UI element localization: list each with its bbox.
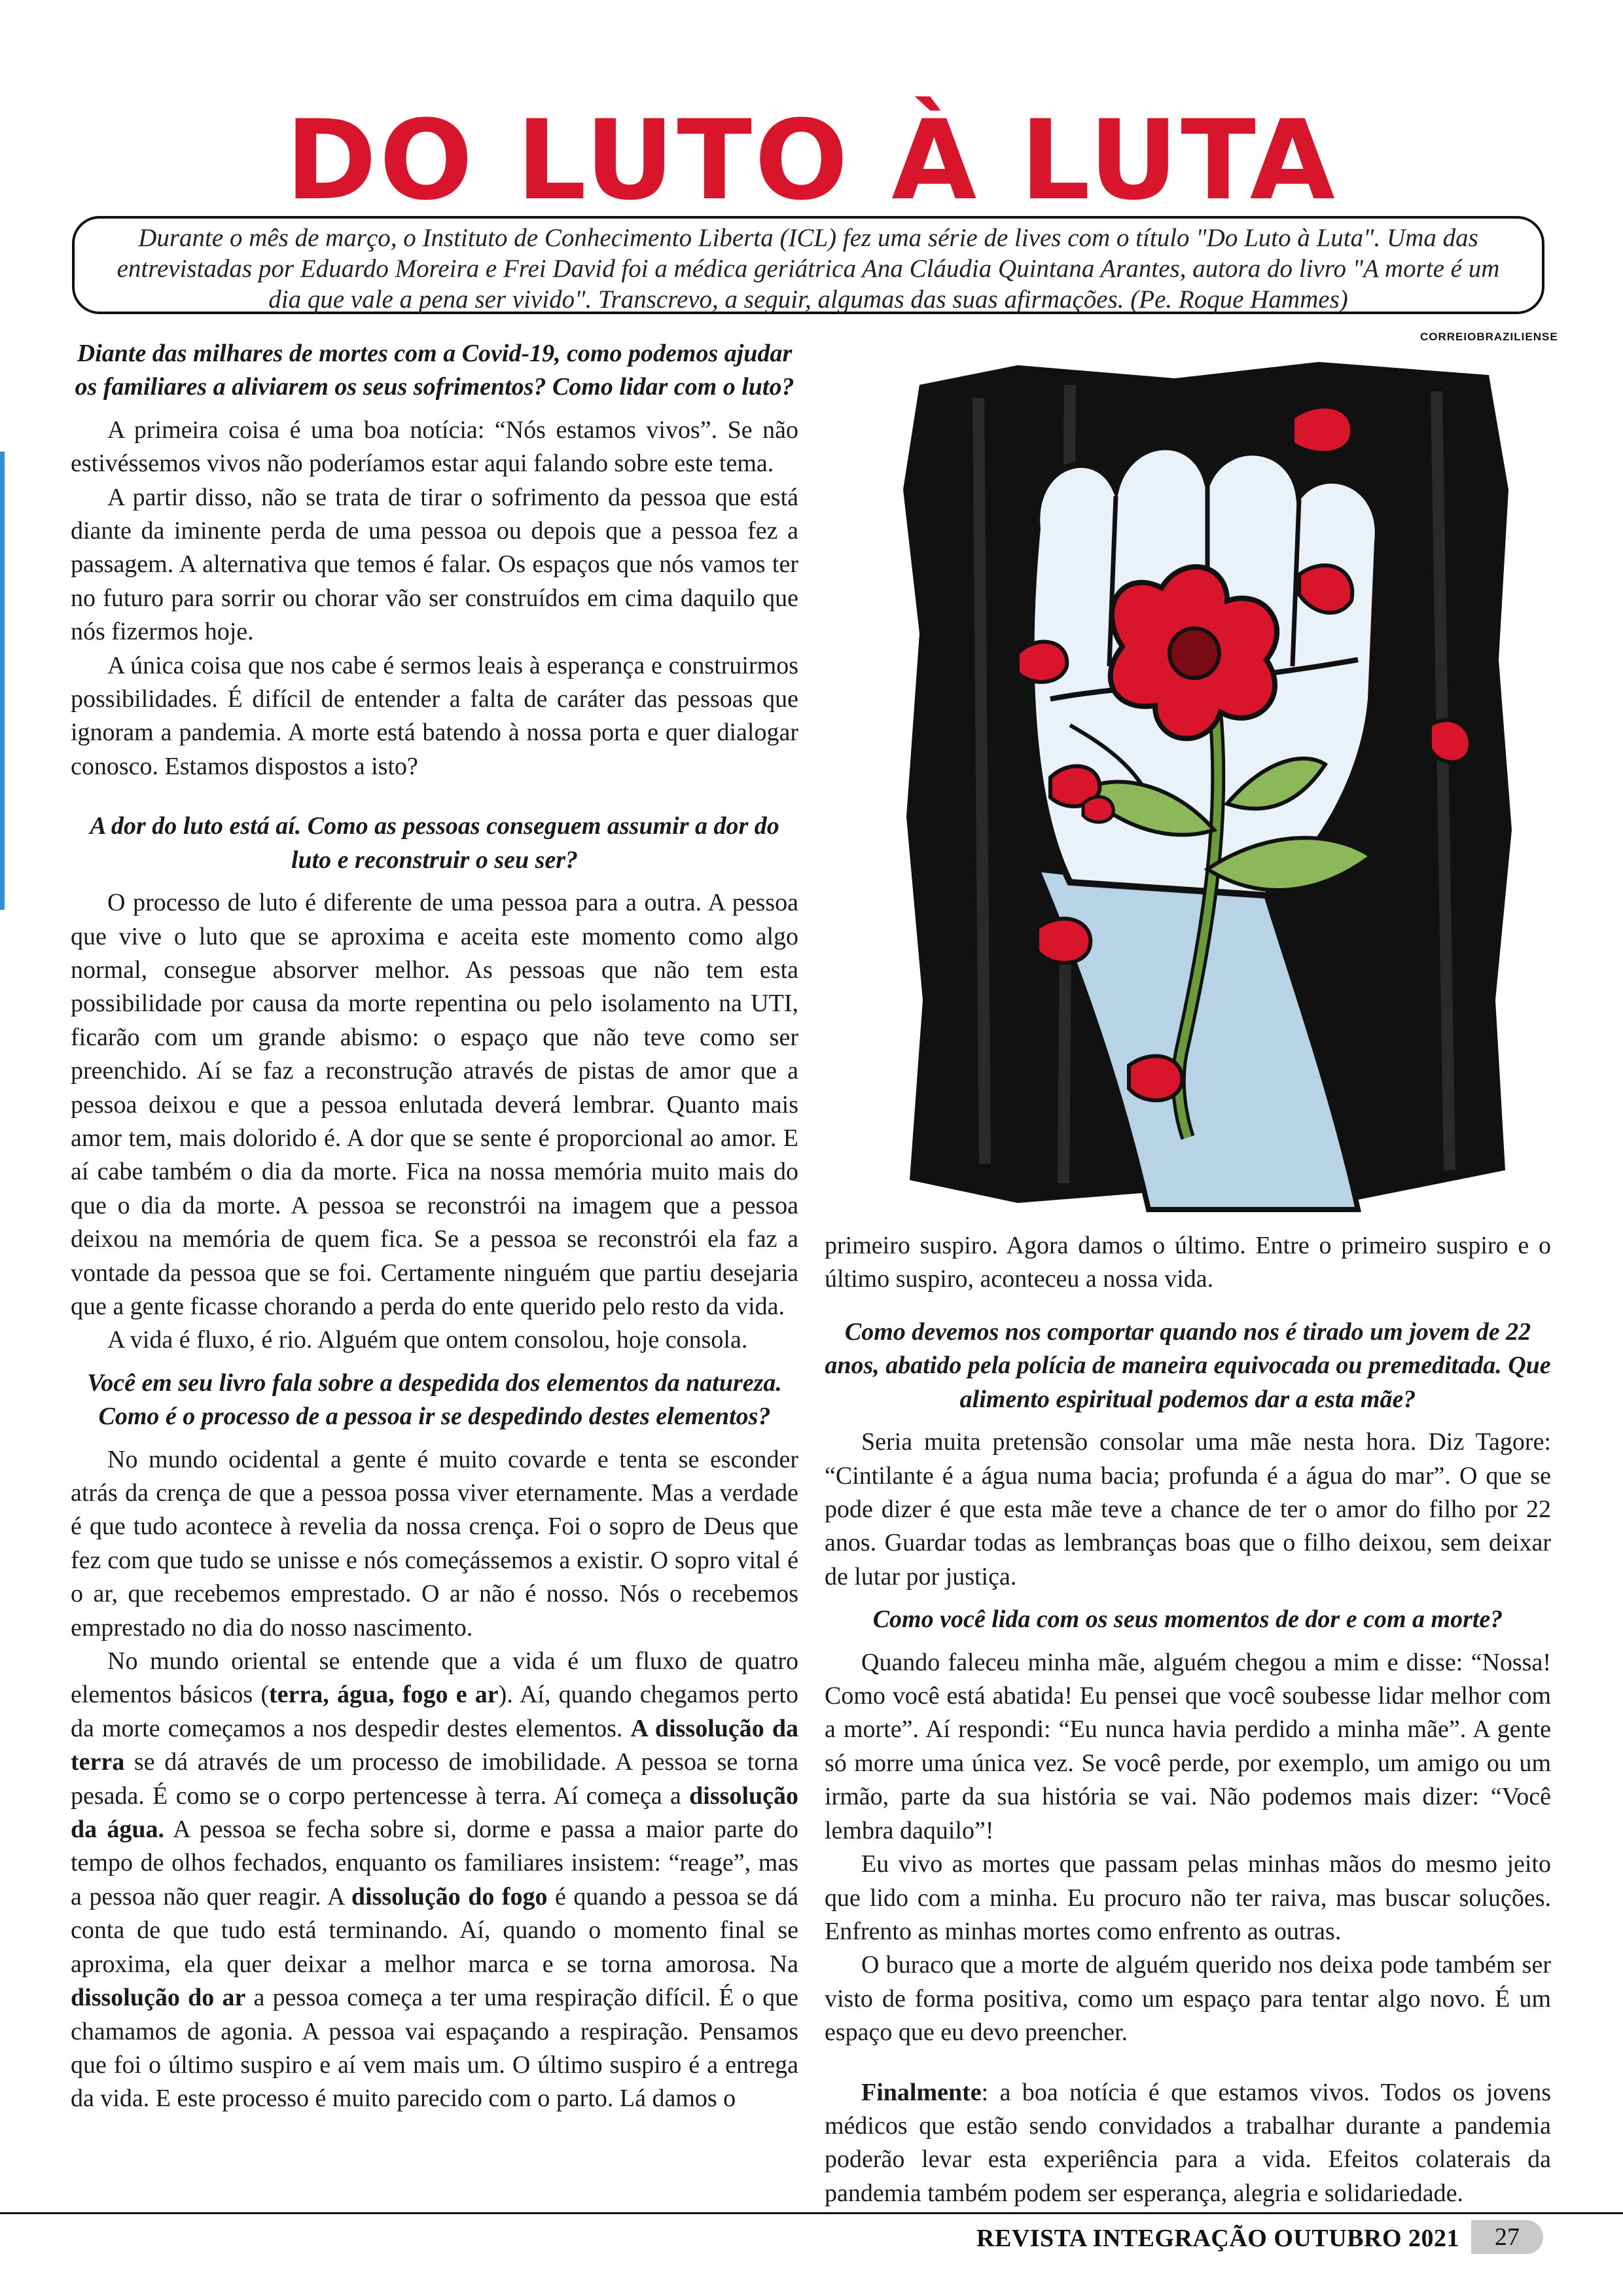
paragraph: A primeira coisa é uma boa notícia: “Nós estamos vivos”. Se não estivéssemos vivos não poderíamos estar aqui falando sobre este tema. [71, 416, 798, 478]
question-heading: Diante das milhares de mortes com a Covid-19, como podemos ajudar os familiares a aliviarem os seus sofrimentos? Como lidar com o luto? [75, 340, 794, 401]
magazine-footer: REVISTA INTEGRAÇÃO OUTUBRO 2021 [976, 2225, 1459, 2252]
paragraph: A partir disso, não se trata de tirar o sofrimento da pessoa que está diante da iminente perda de uma pessoa ou depois que a pessoa fez a passagem. A alternativa que temos é falar. Os espaços que nós vamos ter no futuro para sorrir ou chorar vão ser construídos em cima daquilo que nós fizermos hoje. [71, 483, 798, 646]
petal [1293, 406, 1352, 453]
paragraph-elements: No mundo oriental se entende que a vida é um fluxo de quatro elementos básicos (terra, água, fogo e ar). Aí, quando chegamos perto da morte começamos a nos despedir destes elementos. A dissolução da terra se dá através de um processo de imobilidade. A pessoa se torna pesada. É como se o corpo pertencesse à terra. Aí começa a dissolução da água. A pessoa se fecha sobre si, dorme e passa a maior parte do tempo de olhos fechados, enquanto os familiares insistem: “reage”, mas a pessoa não quer reagir. A dissolução do fogo é quando a pessoa se dá conta de que tudo está terminando. Aí, quando o momento final se aproxima, ela quer deixar a melhor marca e se torna amorosa. Na dissolução do ar a pessoa começa a ter uma respiração difícil. É o que chamamos de agonia. A pessoa vai espaçando a respiração. Pensamos que foi o último suspiro e aí vem mais um. O último suspiro é a entrega da vida. E este processo é muito parecido com o parto. Lá damos o [71, 1647, 798, 2113]
bold-text: terra, água, fogo e ar [269, 1681, 499, 1709]
question-heading: Como você lida com os seus momentos de dor e com a morte? [872, 1605, 1503, 1634]
left-column [71, 337, 798, 2202]
footer-rule [0, 2212, 1623, 2214]
page-title: DO LUTO À LUTA [285, 96, 1338, 224]
paragraph-final: Finalmente: a boa notícia é que estamos vivos. Todos os jovens médicos que estão sendo convidados a trabalhar durante a pandemia poderão levar esta experiência para a vida. Efeitos colaterais da pandemia também podem ser esperança, alegria e solidariedade. [825, 2078, 1551, 2207]
question-heading: Você em seu livro fala sobre a despedida dos elementos da natureza. Como é o processo de a pessoa ir se despedindo destes elementos? [87, 1369, 782, 1431]
petal [1299, 565, 1352, 613]
page-number: 27 [1471, 2220, 1543, 2254]
bold-text: A dissolução da terra [71, 1714, 798, 1776]
right-column [825, 1316, 1551, 2207]
paragraph-continuation: primeiro suspiro. Agora damos o último. Entre o primeiro suspiro e o último suspiro, aconteceu a nossa vida. [825, 1232, 1551, 1293]
paragraph: A vida é fluxo, é rio. Alguém que ontem consolou, hoje consola. [107, 1326, 748, 1354]
petal [1083, 797, 1113, 822]
paragraph: Quando faleceu minha mãe, alguém chegou a mim e disse: “Nossa! Como você está abatida! Eu pensei que você soubesse lidar melhor com a morte”. Aí respondi: “Eu nunca havia perdido a minha mãe”. A gente só morre uma única vez. Se você perde, por exemplo, um amigo ou um irmão, parte da sua história se vai. Não podemos mais dizer: “Você lembra daquilo”! [825, 1648, 1551, 1844]
paragraph: A única coisa que nos cabe é sermos leais à esperança e construirmos possibilidades. É difícil de entender a falta de caráter das pessoas que ignoram a pandemia. A morte está batendo à nossa porta e quer dialogar conosco. Estamos dispostos a isto? [71, 651, 798, 780]
petal [1129, 1056, 1182, 1101]
bold-text: dissolução da água. [71, 1782, 798, 1844]
bold-text: Finalmente [861, 2078, 982, 2106]
right-column-top [825, 1229, 1551, 1301]
fist-flower-illustration [900, 359, 1515, 1210]
petal [1430, 720, 1471, 762]
paragraph: O buraco que a morte de alguém querido nos deixa pode também ser visto de forma positiva, como um espaço para tentar algo novo. É um espaço que eu devo preencher. [825, 1951, 1551, 2047]
intro-box: Durante o mês de março, o Instituto de Conhecimento Liberta (ICL) fez uma série de lives com o título "Do Luto à Luta". Uma das entrevistadas por Eduardo Moreira e Frei David foi a médica geriátrica Ana Cláudia Quintana Arantes, autora do livro "A morte é um dia que vale a pena ser vivido". Transcrevo, a seguir, algumas das suas afirmações. (Pe. Roque Hammes) [72, 216, 1544, 314]
margin-marker [0, 452, 5, 910]
bold-text: dissolução do ar [71, 1984, 246, 2012]
question-heading: A dor do luto está aí. Como as pessoas conseguem assumir a dor do luto e reconstruir o seu ser? [90, 812, 779, 874]
paragraph: Eu vivo as mortes que passam pelas minhas mãos do mesmo jeito que lido com a minha. Eu procuro não ter raiva, mas buscar soluções. Enfrento as minhas mortes como enfrento as outras. [825, 1850, 1551, 1945]
question-heading: Como devemos nos comportar quando nos é tirado um jovem de 22 anos, abatido pela polícia de maneira equivocada ou premeditada. Que alimento espiritual podemos dar a esta mãe? [825, 1318, 1551, 1413]
petal [1018, 642, 1067, 682]
petal [1037, 919, 1090, 963]
paragraph: No mundo ocidental a gente é muito covarde e tenta se esconder atrás da crença de que a pessoa possa viver eternamente. Mas a verdade é que tudo acontece à revelia da nossa crença. Foi o sopro de Deus que fez com que tudo se unisse e nós começássemos a existir. O sopro vital é o ar, que recebemos emprestado. O ar não é nosso. Nós o recebemos emprestado no dia do nosso nascimento. [71, 1445, 798, 1641]
image-credit: CORREIOBRAZILIENSE [1420, 331, 1558, 343]
paragraph: Seria muita pretensão consolar uma mãe nesta hora. Diz Tagore: “Cintilante é a água numa bacia; profunda é a água do mar”. O que se pode dizer é que esta mãe teve a chance de ter o amor do filho por 22 anos. Guardar todas as lembranças boas que o filho deixou, sem deixar de lutar por justiça. [825, 1428, 1551, 1590]
paragraph: O processo de luto é diferente de uma pessoa para a outra. A pessoa que vive o luto que se aproxima e aceita este momento como algo normal, consegue absorver melhor. As pessoas que não tem esta possibilidade por causa da morte repentina ou pelo isolamento na UTI, ficarão com um grande abismo: o espaço que não teve como ser preenchido. Aí se faz a reconstrução através de pistas de amor que a pessoa deixou e que a pessoa enlutada deverá lembrar. Quanto mais amor tem, mais dolorido é. A dor que se sente é proporcional ao amor. E aí cabe também o dia da morte. Fica na nossa memória muito mais do que o dia da morte. A pessoa se reconstrói na imagem que a pessoa deixou na memória de quem fica. Se a pessoa se reconstrói ela faz a vontade da pessoa que se foi. Certamente ninguém que partiu desejaria que a gente ficasse chorando a perda do ente querido pelo resto da vida. [71, 889, 798, 1320]
bold-text: dissolução do fogo [351, 1882, 548, 1910]
